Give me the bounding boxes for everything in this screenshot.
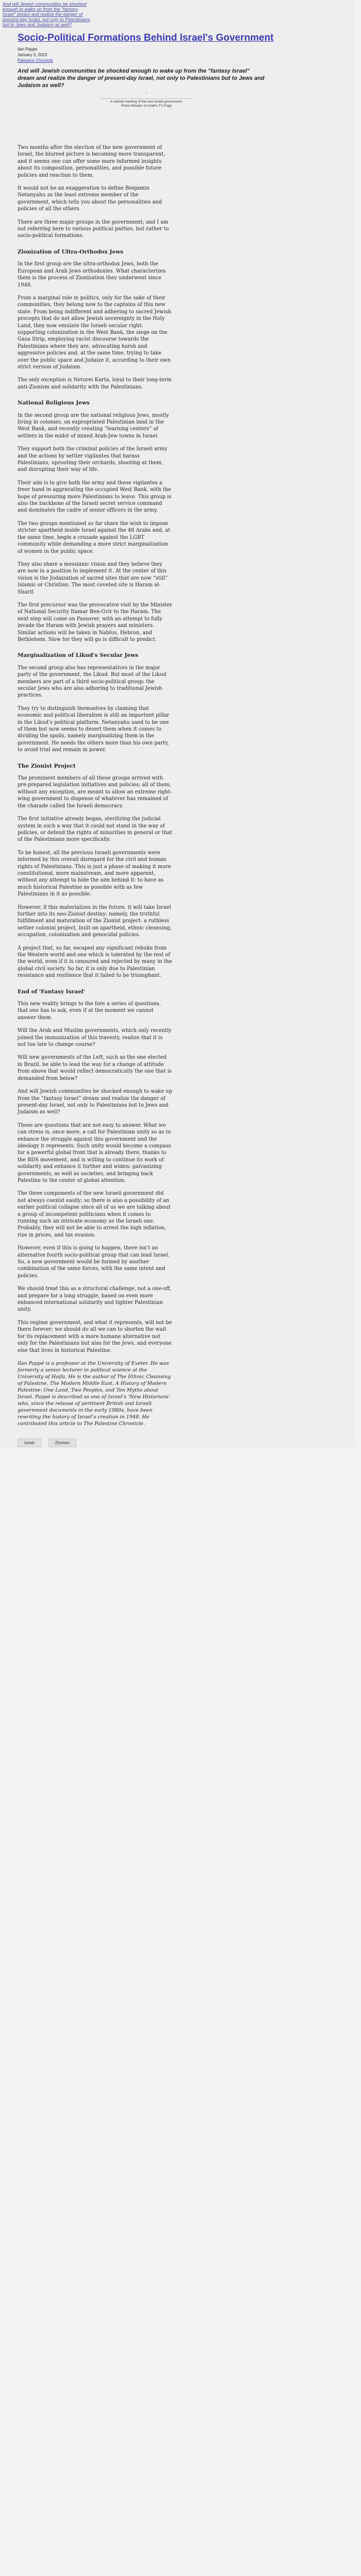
- tag-zionism[interactable]: Zionism: [48, 1438, 76, 1447]
- section-heading: Marginalization of Likud's Secular Jews: [18, 652, 139, 659]
- paragraph: Their aim is to give both the army and these vigilantes a freer hand in aggravating the occupied West Bank, with the hope of pressuring more Palestinians to leave. This group is also the backbone of the Israeli secret service command and dominates the cadre of senior officers in the army.: [18, 480, 172, 514]
- tag-israel[interactable]: Israel: [18, 1438, 41, 1447]
- section-heading: Zionization of Ultra-Orthodox Jews: [18, 248, 124, 255]
- paragraph: The two groups mentioned so far share the wish to impose stricter apartheid inside Israel against the 48 Arabs and, at the same time, begin a crusade against the LGBT community while demanding a more strict marginalization of women in the public space.: [18, 520, 170, 554]
- paragraph: The second group also has representatives in the major party of the government, the Likud. But most of the Likud members are part of a third socio-political group: the secular Jews who are also adhering to traditional Jewish practices.: [18, 665, 167, 699]
- paragraph: To be honest, all the previous Israeli governments were informed by this overall disregard for the civil and human rights of Palestinians. This is just a phase of making it more constitutional, more mainstream, and more apparent, without any attempt to hide the aim behind it: to have as much historical Palestine as possible with as few Palestinians in it as possible.: [18, 850, 171, 897]
- paragraph: The first initiative already began, sterilizing the judicial system in such a way that it could not stand in the way of policies, or defend the rights of minorities in general or that of the Palestinians more specifically.: [18, 816, 172, 843]
- paragraph: And will Jewish communities be shocked enough to wake up from the “fantasy Israel” dream and realize the danger of present-day Israel, not only to Palestinians but to Jews and Judaism as well?: [18, 1089, 172, 1115]
- paragraph: This regime government, and what it represents, will not be there forever; we should do all we can to shorten the wait for its replacement with a more humane alternative not only for the Palestinians but also for the Jews, and everyone else that lives in historical Palestine.: [18, 1319, 172, 1353]
- paragraph: They try to distinguish themselves by claiming that economic and political liberalism is still an important pillar in the Likud’s political platform. Netanyahu used to be one of them but now seems to desert them when it comes to dividing the spoils, namely marginalizing them in the government. He needs the others more than his own party, to avoid trial and remain in power.: [18, 705, 170, 753]
- caption-text: A cabinet meeting of the new Israeli government.: [110, 100, 183, 104]
- caption-divider: [100, 98, 193, 99]
- paragraph: They support both the criminal policies of the Israeli army and the actions by settler vigilantes that harass Palestinians, uprooting their orchards, shooting at them, and disrupting their way of life.: [18, 446, 168, 473]
- section-heading: The Zionist Project: [18, 762, 76, 769]
- header-image-alt[interactable]: And will Jewish communities be shocked enough to wake up from the "fantasy Israel" dream and realize the danger of present-day Israel, not only to Palestinians but to Jews and Judaism as well?: [3, 2, 90, 27]
- article-meta: [18, 46, 337, 63]
- intro-paragraph: There are three major groups in the government; and I am not referring here to various political parties, but rather to socio-political formations.: [18, 219, 169, 239]
- section-heading: National Religious Jews: [18, 400, 90, 406]
- page-title[interactable]: Socio-Political Formations Behind Israel's Government: [18, 32, 274, 43]
- paragraph: They also share a messianic vision and they believe they are now in a position to implement it. At the center of this vision is the Judaization of sacred sites that are now “still” Islamic or Christian. The most coveted site is Haram al-Sharif.: [18, 561, 168, 595]
- paragraph: Will new governments of the Left, such as the one elected in Brazil, be able to lead the way for a change of attitude from above that would reflect democratically the one that is demanded from below?: [18, 1055, 172, 1081]
- section-heading: End of 'Fantasy Israel': [18, 988, 85, 995]
- caption-credit: Prime Minister of Israel's TV Page: [121, 104, 172, 108]
- quote-mark: “: [145, 92, 147, 96]
- intro-paragraph: It would not be an exaggeration to define Benjamin Netanyahu as the least extreme member of the government, which tells you about the personalities and policies of all the others.: [18, 185, 162, 212]
- article-page: [1, 0, 354, 1447]
- paragraph: However, if this materializes in the future, it will take Israel further into its neo-Zionist destiny: namely, the truthful fulfillment and maturation of the Zionist project: a ruthless settler colonial project, built on apartheid, ethnic cleansing, occupation, colonization and genocidal policies.: [18, 904, 172, 938]
- date: January 3, 2023: [18, 53, 47, 57]
- paragraph: The three components of the new Israeli government did not always coexist easily; so there is also a possibility of an earlier political collapse since all of us we are talking about a group of incompetent politicians when it comes to running such an intricate economy as the Israeli one. Probably, they will not be able to arrest the high inflation, rise in prices, and tax evasion.: [18, 1191, 171, 1238]
- author-bio: Ilan Pappé is a professor at the University of Exeter. He was formerly a senior lecturer in political science at the University of Haifa. He is the author of The Ethnic Cleansing of Palestine, The Modern Middle East, A History of Modern Palestine: One Land, Two Peoples, and Ten Myths about Israel. Pappé is described as one of Israel’s ‘New Historians’ who, since the release of pertinent British and Israeli government documents in the early 1980s, have been rewriting the history of Israel’s creation in 1948. He contributed this article to The Palestine Chronicle.: [18, 1360, 171, 1427]
- intro-paragraph: Two months after the election of the new government of Israel, the blurred picture is becoming more transparent, and it seems one can offer some more informed insights about its composition, personalities, and possible future policies and reaction to them.: [18, 145, 166, 178]
- image-caption: [90, 92, 203, 108]
- paragraph: We should treat this as a structural challenge, not a one-off, and prepare for a long struggle, based on even more enhanced international solidarity and tighter Palestinian unity.: [18, 1286, 171, 1313]
- source-link[interactable]: Palestine Chronicle: [18, 58, 53, 63]
- lede: And will Jewish communities be shocked enough to wake up from the "fantasy Israel" dream and realize the danger of present-day Israel, not only to Palestinians but to Jews and Judaism as well?: [18, 68, 265, 89]
- paragraph: Will the Arab and Muslim governments, which only recently joined the immunization of this travesty, realize that it is not too late to change course?: [18, 1028, 172, 1048]
- paragraph: The prominent members of all these groups arrived with pre-prepared legislation initiatives and policies; all of them, without any exception, are meant to allow an extreme right-wing government to dispense of whatever has remained of the charade called the Israeli democracy.: [18, 775, 172, 809]
- paragraph: The only exception is Neturei Karta, loyal to their long-term anti-Zionism and solidarity with the Palestinians.: [18, 377, 172, 390]
- paragraph: However, even if this is going to happen, there isn’t an alternative fourth socio-political group that can lead Israel. So, a new government would be formed by another combination of the same forces, with the same intent and policies.: [18, 1245, 170, 1279]
- paragraph: In the second group are the national religious Jews, mostly living in colonies, on expropriated Palestinian land in the West Bank, and recently creating “learning centers” of settlers in the midst of mixed Arab-Jew towns in Israel.: [18, 412, 169, 439]
- tag-list: [18, 1438, 354, 1447]
- paragraph: A project that, so far, escaped any significant rebuke from the Western world and one which is tolerated by the rest of the world, even if it is censured and rejected by many in the global civil society. So far, it is only due to Palestinian resistance and resilience that it failed to be triumphant.: [18, 945, 172, 979]
- article-body: [18, 144, 172, 1354]
- paragraph: The first precursor was the provocative visit by the Minister of National Security Itamar Ben-Gvir to the Haram. The next step will come on Passover, with an attempt to fully invade the Haram with Jewish prayers and ministers. Similar actions will be taken in Nablus, Hebron, and Bethlehem. Slow for they will go is difficult to predict.: [18, 602, 172, 642]
- paragraph: In the first group are the ultra-orthodox Jews, both the European and Arab Jews orthodoxies. What characterizes them is the process of Zionization they underwent since 1948.: [18, 261, 166, 288]
- paragraph: From a marginal role in politics, only for the sake of their communities, they belong now to the captains of this new state. From being indifferent and adhering to sacred Jewish precepts that do not allow Jewish sovereignty in the Holy Land, they now emulate the Israeli secular right: supporting colonization in the West Bank, the siege on the Gaza Strip, employing racist discourse towards the Palestinians where they are, advocating harsh and aggressive policies and, at the same time, trying to take over the public space and Judaize it, according to their own strict version of Judaism.: [18, 295, 171, 370]
- paragraph: These are questions that are not easy to answer. What we can stress is, once more, a call for Palestinian unity so as to enhance the struggle against this government and the ideology it represents. Such unity would become a compass for a powerful global front that is already there, thanks to the BDS movement, and is willing to continue its work of solidarity and enhance it further and widen: galvanizing governments, as well as societies, and bringing back Palestine to the center of global attention.: [18, 1122, 171, 1183]
- author: Ilan Pappe: [18, 47, 38, 52]
- title-block: [18, 32, 337, 108]
- paragraph: This new reality brings to the fore a series of questions, that one has to ask, even if at the moment we cannot answer them.: [18, 1001, 161, 1021]
